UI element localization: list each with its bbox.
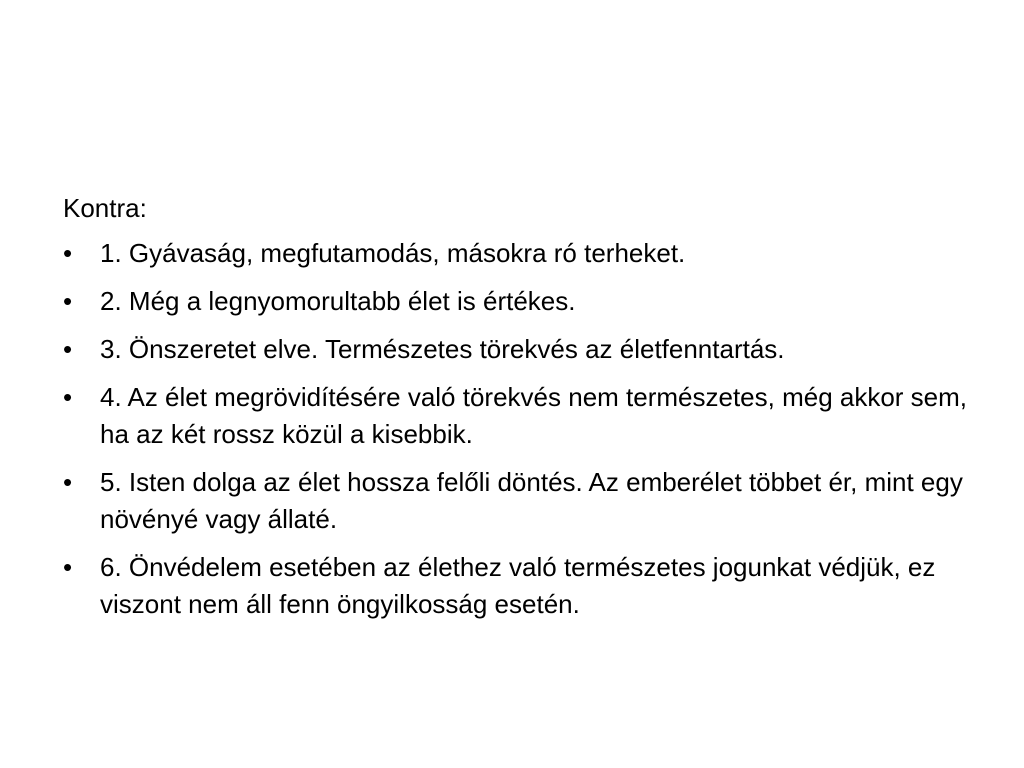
list-item (63, 283, 983, 320)
list-item-text: 6. Önvédelem esetében az élethez való természetes jogunkat védjük, ez viszont nem áll fenn öngyilkosság esetén. (100, 552, 936, 619)
bullet-icon: • (63, 467, 73, 497)
list-item-text: 2. Még a legnyomorultabb élet is értékes. (100, 286, 576, 316)
bullet-icon: • (63, 382, 73, 412)
slide-content (63, 190, 983, 634)
bullet-icon: • (63, 552, 73, 582)
list-item-text: 3. Önszeretet elve. Természetes törekvés az életfenntartás. (100, 334, 785, 364)
list-item (63, 464, 983, 538)
bullet-icon: • (63, 238, 73, 268)
bullet-icon: • (63, 286, 73, 316)
list-item-text: 4. Az élet megrövidítésére való törekvés nem természetes, még akkor sem, ha az két rossz közül a kisebbik. (100, 382, 968, 449)
list-item (63, 379, 983, 453)
bullet-list (63, 235, 983, 623)
list-item-text: 1. Gyávaság, megfutamodás, másokra ró terheket. (100, 238, 686, 268)
slide-heading: Kontra: (63, 193, 147, 223)
list-item (63, 331, 983, 368)
bullet-icon: • (63, 334, 73, 364)
list-item-text: 5. Isten dolga az élet hossza felőli döntés. Az emberélet többet ér, mint egy növényé vagy állaté. (100, 467, 963, 534)
list-item (63, 549, 983, 623)
list-item (63, 235, 983, 272)
